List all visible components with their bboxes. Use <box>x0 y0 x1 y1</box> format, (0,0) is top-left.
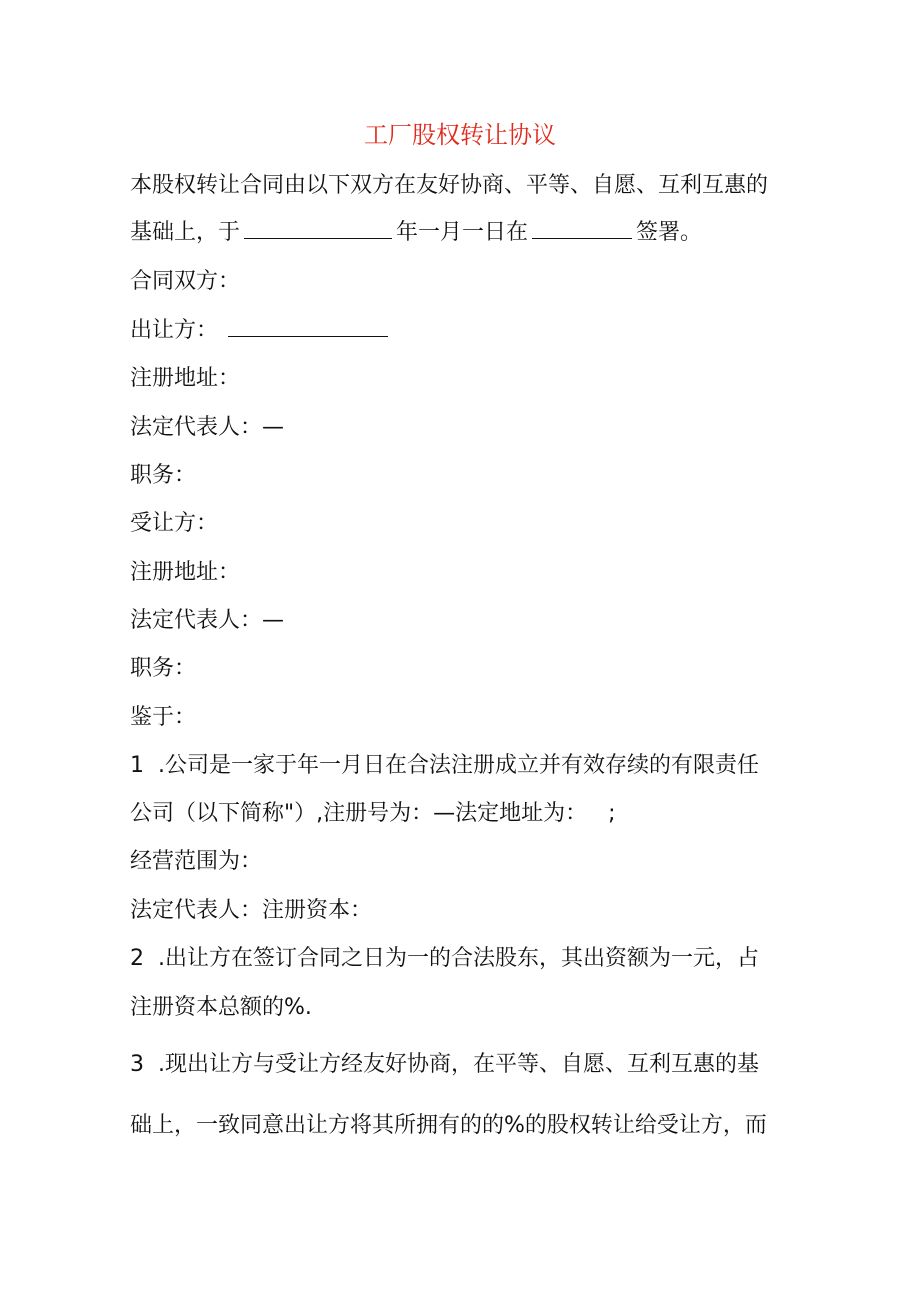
transferor-line <box>130 315 392 347</box>
intro-line-2-text-a: 基础上，于 <box>130 220 241 245</box>
intro-line-1: 本股权转让合同由以下双方在友好协商、平等、自愿、互利互惠的 <box>130 173 769 198</box>
clause-3-line-1: 3 .现出让方与受让方经友好协商，在平等、自愿、互利互惠的基 <box>130 1052 759 1077</box>
transferor-name-blank <box>228 316 388 337</box>
clause-2-line-1: 2 .出让方在签订合同之日为一的合法股东，其出资额为一元，占 <box>130 946 759 971</box>
clause-1-line-2: 公司（以下简称"）,注册号为：—法定地址为： ; <box>130 801 616 826</box>
clause-3-line-2: 础上，一致同意出让方将其所拥有的的%的股权转让给受让方，而 <box>130 1113 767 1138</box>
parties-heading: 合同双方： <box>130 269 241 294</box>
clause-1-line-3: 经营范围为： <box>130 849 263 874</box>
transferee-label: 受让方： <box>130 511 219 536</box>
transferee-position-label: 职务： <box>130 656 197 681</box>
document-title: 工厂股权转让协议 <box>364 121 556 149</box>
whereas-heading: 鉴于： <box>130 705 197 730</box>
clause-1-line-4: 法定代表人：注册资本： <box>130 898 373 923</box>
clause-2-line-2: 注册资本总额的%. <box>130 995 312 1020</box>
transferee-address-label: 注册地址： <box>130 560 241 585</box>
clause-1-line-1: 1 .公司是一家于年一月日在合法注册成立并有效存续的有限责任 <box>130 753 759 778</box>
intro-line-2-text-c: 签署。 <box>636 220 703 245</box>
transferor-address-label: 注册地址： <box>130 366 241 391</box>
signing-place-blank <box>532 218 632 239</box>
transferee-legal-rep-label: 法定代表人：— <box>130 608 285 633</box>
intro-line-2-text-b: 年一月一日在 <box>396 220 529 245</box>
date-year-blank <box>244 218 392 239</box>
transferor-position-label: 职务： <box>130 463 197 488</box>
transferor-legal-rep-label: 法定代表人：— <box>130 415 285 440</box>
transferor-label: 出让方： <box>130 318 219 343</box>
intro-line-2 <box>130 217 702 249</box>
